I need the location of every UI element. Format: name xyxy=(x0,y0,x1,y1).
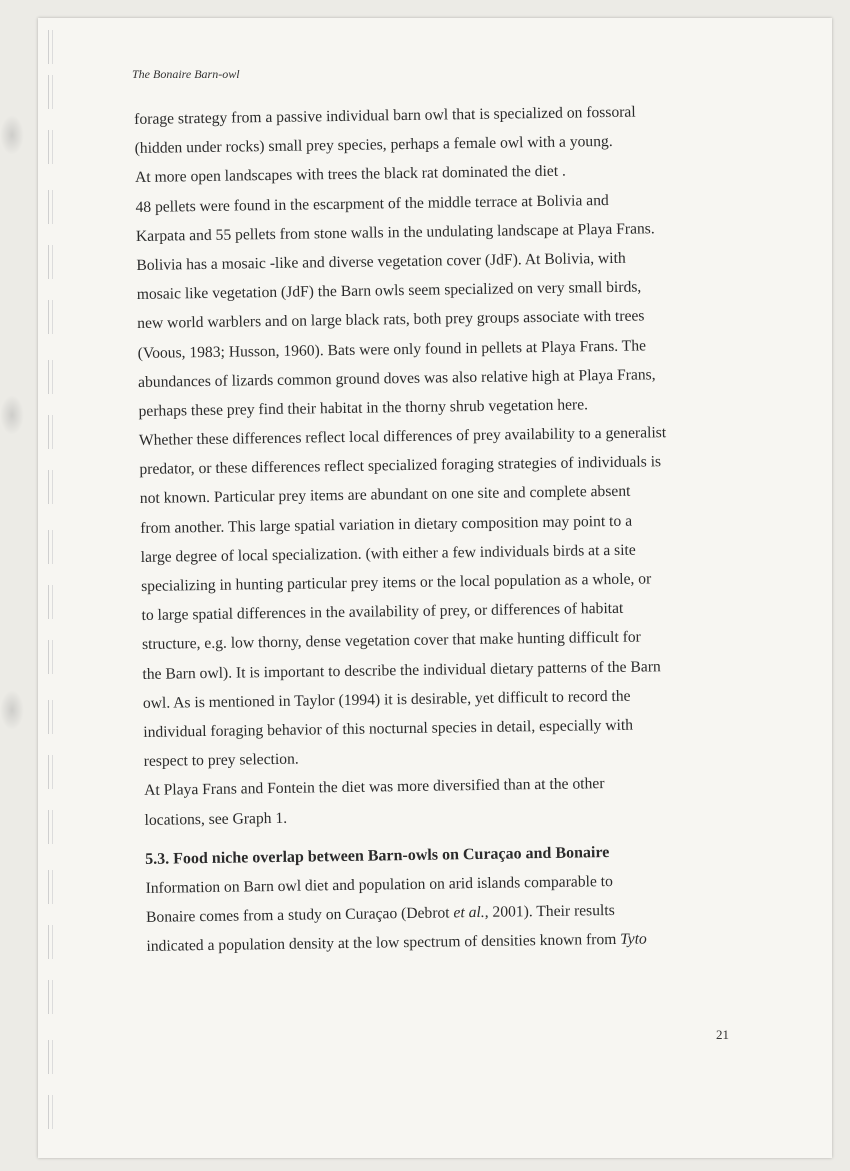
text-line: Whether these differences reflect local differences of prey availability to a generalist xyxy=(138,424,667,450)
text-line: specializing in hunting particular prey items or the local population as a whole, or xyxy=(141,570,652,595)
text-line: Bolivia has a mosaic -like and diverse vegetation cover (JdF). At Bolivia, with xyxy=(136,249,626,274)
text-line: Bonaire comes from a study on Curaçao (Debrot et al., 2001). Their results xyxy=(145,902,615,926)
text-line: (hidden under rocks) small prey species, perhaps a female owl with a young. xyxy=(134,133,613,158)
text-line: predator, or these differences reflect specialized foraging strategies of individuals is xyxy=(139,453,662,479)
body-text xyxy=(134,96,727,961)
text-line: respect to prey selection. xyxy=(143,750,299,771)
text-line: At more open landscapes with trees the black rat dominated the diet . xyxy=(134,162,567,187)
paragraph-diet-variation xyxy=(134,96,725,834)
text-line: not known. Particular prey items are abundant on one site and complete absent xyxy=(139,483,631,508)
text-line: mosaic like vegetation (JdF) the Barn owls seem specialized on very small birds, xyxy=(136,278,642,304)
text-line: large degree of local specialization. (with either a few individuals birds at a site xyxy=(140,541,636,566)
text-line: from another. This large spatial variation in dietary composition may point to a xyxy=(140,512,633,537)
text-line: (Voous, 1983; Husson, 1960). Bats were only found in pellets at Playa Frans. The xyxy=(137,336,647,362)
text-line: Karpata and 55 pellets from stone walls in the undulating landscape at Playa Frans. xyxy=(135,220,655,245)
scan-smudge xyxy=(0,690,24,730)
text-line: owl. As is mentioned in Taylor (1994) it is desirable, yet difficult to record the xyxy=(142,687,631,712)
page-number: 21 xyxy=(716,1027,729,1042)
text-line: the Barn owl). It is important to describe the individual dietary patterns of the Barn xyxy=(142,657,661,683)
binding-holes xyxy=(44,30,58,1150)
scan-smudge xyxy=(0,395,24,435)
text-line: 48 pellets were found in the escarpment of the middle terrace at Bolivia and xyxy=(135,191,609,216)
scan-smudge xyxy=(0,115,24,155)
text-line: structure, e.g. low thorny, dense vegetation cover that make hunting difficult for xyxy=(141,628,641,654)
text-line: locations, see Graph 1. xyxy=(144,809,288,829)
text-line: perhaps these prey find their habitat in the thorny shrub vegetation here. xyxy=(138,396,589,420)
section-heading: 5.3. Food niche overlap between Barn-owls on Curaçao and Bonaire xyxy=(145,843,610,868)
text-line: new world warblers and on large black rats, both prey groups associate with trees xyxy=(137,307,645,333)
text-line: indicated a population density at the low spectrum of densities known from Tyto xyxy=(146,930,647,956)
running-header: The Bonaire Barn-owl xyxy=(132,67,240,81)
text-line: individual foraging behavior of this nocturnal species in detail, especially with xyxy=(143,716,634,741)
text-line: At Playa Frans and Fontein the diet was more diversified than at the other xyxy=(144,775,605,800)
text-line: forage strategy from a passive individual barn owl that is specialized on fossoral xyxy=(134,103,636,128)
text-line: Information on Barn owl diet and population on arid islands comparable to xyxy=(145,872,613,897)
text-line: to large spatial differences in the availability of prey, or differences of habitat xyxy=(141,599,624,625)
text-line: abundances of lizards common ground doves was also relative high at Playa Frans, xyxy=(137,365,656,391)
